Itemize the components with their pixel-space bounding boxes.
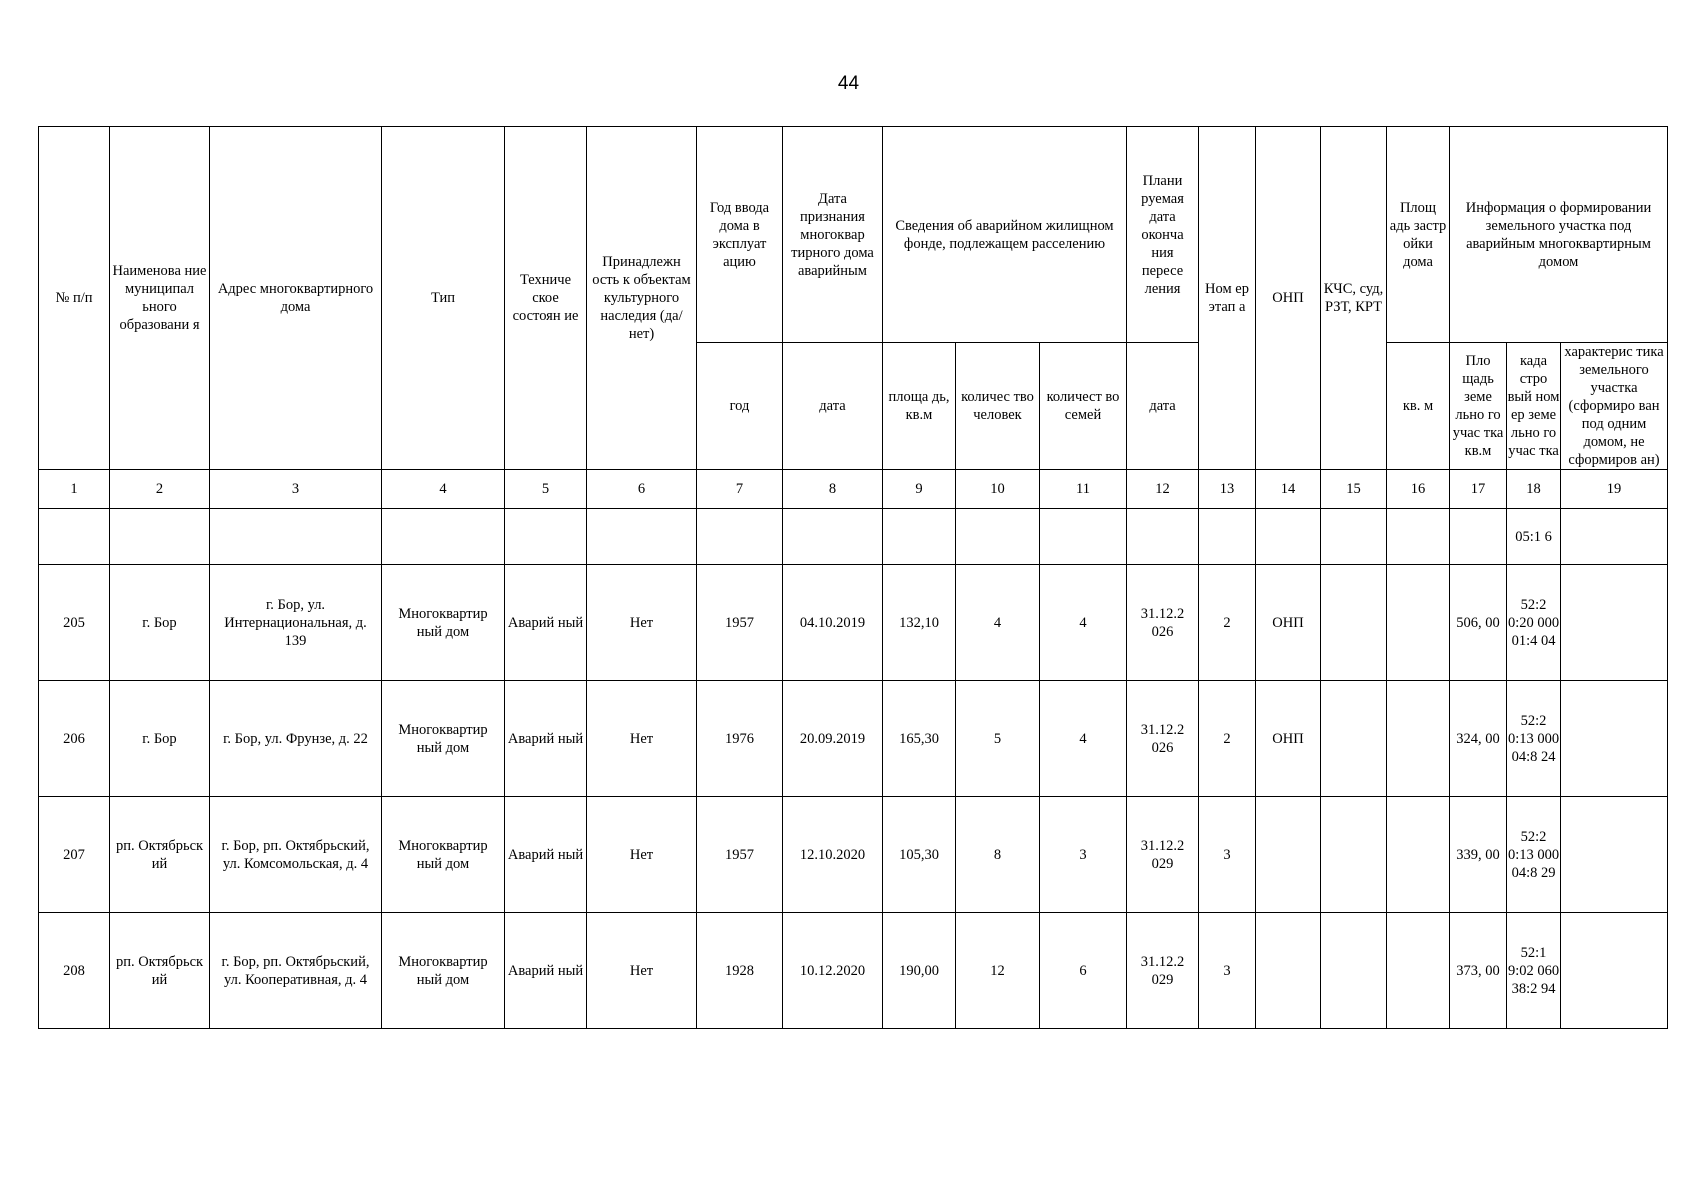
header-planned-date: Плани руемая дата оконча ния пересе ления (1127, 127, 1199, 343)
table-row (39, 681, 1668, 797)
colnum-11: 11 (1040, 470, 1127, 509)
header-recognition-date: Дата признания многоквар тирного дома аварийным (783, 127, 883, 343)
cont-cell (1450, 509, 1507, 565)
row-number-cell: 207 (39, 797, 110, 913)
cont-cell (1321, 509, 1387, 565)
recognition-date-cell: 10.12.2020 (783, 913, 883, 1029)
header-row (39, 127, 1668, 343)
cont-cell (382, 509, 505, 565)
planned-date-cell: 31.12.2 029 (1127, 913, 1199, 1029)
municipality-cell: г. Бор (110, 681, 210, 797)
colnum-6: 6 (587, 470, 697, 509)
kchs-cell (1321, 797, 1387, 913)
kchs-cell (1321, 913, 1387, 1029)
land-area-cell: 339, 00 (1450, 797, 1507, 913)
tech-state-cell: Аварий ный (505, 565, 587, 681)
cont-cell (587, 509, 697, 565)
onp-cell (1256, 913, 1321, 1029)
address-cell: г. Бор, ул. Интернациональная, д. 139 (210, 565, 382, 681)
land-area-cell: 506, 00 (1450, 565, 1507, 681)
cont-cell (883, 509, 956, 565)
subheader-year: год (697, 343, 783, 470)
cont-cell (110, 509, 210, 565)
land-characteristic-cell (1561, 913, 1668, 1029)
colnum-18: 18 (1507, 470, 1561, 509)
building-type-cell: Многоквартир ный дом (382, 565, 505, 681)
year-built-cell: 1957 (697, 797, 783, 913)
column-numbers-row (39, 470, 1668, 509)
family-count-cell: 3 (1040, 797, 1127, 913)
colnum-12: 12 (1127, 470, 1199, 509)
planned-date-cell: 31.12.2 026 (1127, 681, 1199, 797)
build-area-cell (1387, 797, 1450, 913)
row-number-cell: 206 (39, 681, 110, 797)
heritage-cell: Нет (587, 913, 697, 1029)
family-count-cell: 4 (1040, 565, 1127, 681)
subheader-plan-date: дата (1127, 343, 1199, 470)
recognition-date-cell: 12.10.2020 (783, 797, 883, 913)
colnum-2: 2 (110, 470, 210, 509)
planned-date-cell: 31.12.2 029 (1127, 797, 1199, 913)
recognition-date-cell: 20.09.2019 (783, 681, 883, 797)
colnum-9: 9 (883, 470, 956, 509)
building-type-cell: Многоквартир ный дом (382, 913, 505, 1029)
row-number-cell: 205 (39, 565, 110, 681)
cont-cell (1387, 509, 1450, 565)
land-characteristic-cell (1561, 565, 1668, 681)
subheader-area: площа дь, кв.м (883, 343, 956, 470)
planned-date-cell: 31.12.2 026 (1127, 565, 1199, 681)
header-stage: Ном ер этап а (1199, 127, 1256, 470)
subheader-cadastral: када стро вый ном ер земе льно го учас тка (1507, 343, 1561, 470)
colnum-10: 10 (956, 470, 1040, 509)
heritage-cell: Нет (587, 565, 697, 681)
cadastral-number-cell: 52:1 9:02 060 38:2 94 (1507, 913, 1561, 1029)
family-count-cell: 4 (1040, 681, 1127, 797)
land-characteristic-cell (1561, 797, 1668, 913)
heritage-cell: Нет (587, 797, 697, 913)
header-build-area: Площ адь застр ойки дома (1387, 127, 1450, 343)
header-tech-state: Техниче ское состоян ие (505, 127, 587, 470)
area-cell: 190,00 (883, 913, 956, 1029)
cont-cadastral: 05:1 6 (1507, 509, 1561, 565)
cont-cell (505, 509, 587, 565)
cont-cell (697, 509, 783, 565)
people-count-cell: 8 (956, 797, 1040, 913)
subheader-date: дата (783, 343, 883, 470)
row-number-cell: 208 (39, 913, 110, 1029)
colnum-5: 5 (505, 470, 587, 509)
tech-state-cell: Аварий ный (505, 913, 587, 1029)
colnum-1: 1 (39, 470, 110, 509)
header-year: Год ввода дома в эксплуат ацию (697, 127, 783, 343)
tech-state-cell: Аварий ный (505, 797, 587, 913)
municipality-cell: рп. Октябрьск ий (110, 913, 210, 1029)
cadastral-number-cell: 52:2 0:13 000 04:8 29 (1507, 797, 1561, 913)
land-area-cell: 324, 00 (1450, 681, 1507, 797)
stage-number-cell: 2 (1199, 565, 1256, 681)
header-land-info: Информация о формировании земельного участка под аварийным многоквартирным домом (1450, 127, 1668, 343)
address-cell: г. Бор, ул. Фрунзе, д. 22 (210, 681, 382, 797)
colnum-4: 4 (382, 470, 505, 509)
address-cell: г. Бор, рп. Октябрьский, ул. Кооперативная, д. 4 (210, 913, 382, 1029)
cont-cell (1561, 509, 1668, 565)
people-count-cell: 5 (956, 681, 1040, 797)
build-area-cell (1387, 565, 1450, 681)
colnum-17: 17 (1450, 470, 1507, 509)
recognition-date-cell: 04.10.2019 (783, 565, 883, 681)
area-cell: 105,30 (883, 797, 956, 913)
colnum-8: 8 (783, 470, 883, 509)
emergency-housing-table (38, 126, 1668, 1029)
table-row (39, 565, 1668, 681)
cadastral-number-cell: 52:2 0:13 000 04:8 24 (1507, 681, 1561, 797)
land-area-cell: 373, 00 (1450, 913, 1507, 1029)
heritage-cell: Нет (587, 681, 697, 797)
people-count-cell: 4 (956, 565, 1040, 681)
colnum-14: 14 (1256, 470, 1321, 509)
cont-cell (783, 509, 883, 565)
subheader-people: количес тво человек (956, 343, 1040, 470)
onp-cell: ОНП (1256, 681, 1321, 797)
building-type-cell: Многоквартир ный дом (382, 797, 505, 913)
onp-cell (1256, 797, 1321, 913)
header-num: № п/п (39, 127, 110, 470)
table-row (39, 797, 1668, 913)
header-address: Адрес многоквартирного дома (210, 127, 382, 470)
header-municipality: Наименова ние муниципал ьного образовани я (110, 127, 210, 470)
municipality-cell: г. Бор (110, 565, 210, 681)
subheader-build-area-unit: кв. м (1387, 343, 1450, 470)
colnum-15: 15 (1321, 470, 1387, 509)
onp-cell: ОНП (1256, 565, 1321, 681)
colnum-3: 3 (210, 470, 382, 509)
cont-cell (956, 509, 1040, 565)
people-count-cell: 12 (956, 913, 1040, 1029)
address-cell: г. Бор, рп. Октябрьский, ул. Комсомольская, д. 4 (210, 797, 382, 913)
header-heritage: Принадлежн ость к объектам культурного наследия (да/нет) (587, 127, 697, 470)
header-type: Тип (382, 127, 505, 470)
build-area-cell (1387, 681, 1450, 797)
year-built-cell: 1928 (697, 913, 783, 1029)
header-onp: ОНП (1256, 127, 1321, 470)
colnum-7: 7 (697, 470, 783, 509)
subheader-families: количест во семей (1040, 343, 1127, 470)
colnum-16: 16 (1387, 470, 1450, 509)
stage-number-cell: 2 (1199, 681, 1256, 797)
family-count-cell: 6 (1040, 913, 1127, 1029)
year-built-cell: 1976 (697, 681, 783, 797)
subheader-land-area-unit: кв.м (1464, 443, 1492, 459)
tech-state-cell: Аварий ный (505, 681, 587, 797)
subheader-land-area (1450, 343, 1507, 470)
cont-cell (1199, 509, 1256, 565)
building-type-cell: Многоквартир ный дом (382, 681, 505, 797)
colnum-19: 19 (1561, 470, 1668, 509)
kchs-cell (1321, 681, 1387, 797)
page-number: 44 (837, 73, 860, 94)
cont-cell (1040, 509, 1127, 565)
cont-cell (210, 509, 382, 565)
stage-number-cell: 3 (1199, 797, 1256, 913)
subheader-land-char: характерис тика земельного участка (сформиро ван под одним домом, не сформиров ан) (1561, 343, 1668, 470)
build-area-cell (1387, 913, 1450, 1029)
area-cell: 165,30 (883, 681, 956, 797)
area-cell: 132,10 (883, 565, 956, 681)
stage-number-cell: 3 (1199, 913, 1256, 1029)
continuation-row (39, 509, 1668, 565)
cont-cell (39, 509, 110, 565)
table-row (39, 913, 1668, 1029)
subheader-land-area-title: Пло щадь земе льно го учас тка (1452, 353, 1504, 441)
colnum-13: 13 (1199, 470, 1256, 509)
year-built-cell: 1957 (697, 565, 783, 681)
cont-cell (1256, 509, 1321, 565)
header-kchs: КЧС, суд, РЗТ, КРТ (1321, 127, 1387, 470)
cadastral-number-cell: 52:2 0:20 000 01:4 04 (1507, 565, 1561, 681)
kchs-cell (1321, 565, 1387, 681)
header-emergency-fund: Сведения об аварийном жилищном фонде, подлежащем расселению (883, 127, 1127, 343)
municipality-cell: рп. Октябрьск ий (110, 797, 210, 913)
land-characteristic-cell (1561, 681, 1668, 797)
cont-cell (1127, 509, 1199, 565)
